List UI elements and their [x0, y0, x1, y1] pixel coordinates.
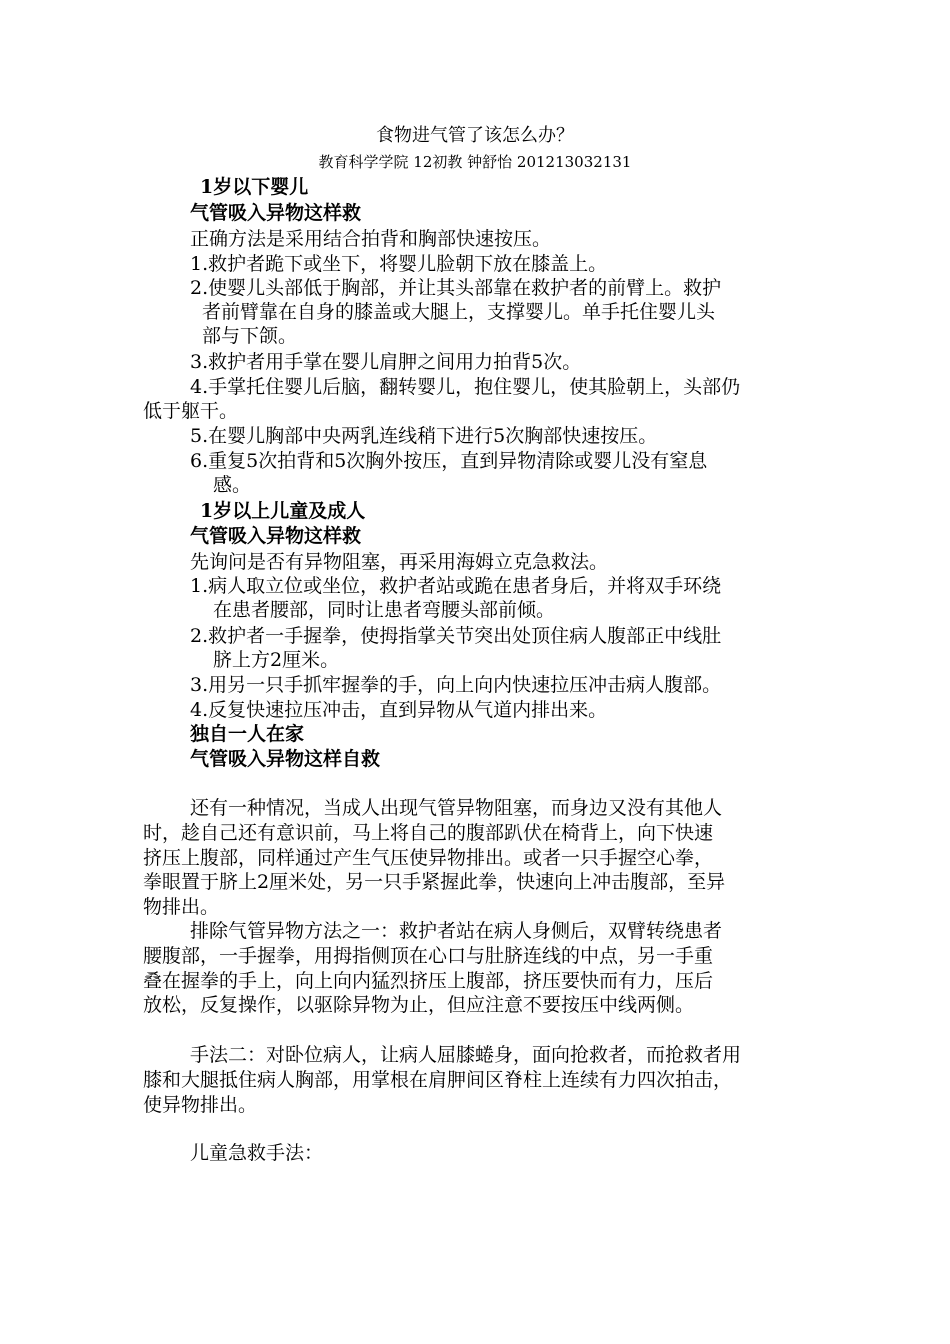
- document-title: 食物进气管了该怎么办？: [376, 125, 574, 146]
- infant-step-2-cont: 者前臂靠在自身的膝盖或大腿上，支撑婴儿。单手托住婴儿头: [202, 301, 716, 323]
- paragraph-self-rescue-line: 挤压上腹部，同样通过产生气压使异物排出。或者一只手握空心拳，: [143, 847, 714, 869]
- adult-step-1-cont: 在患者腰部，同时让患者弯腰头部前倾。: [213, 599, 556, 621]
- infant-intro: 正确方法是采用结合拍背和胸部快速按压。: [190, 228, 552, 250]
- infant-step-4: 4.手掌托住婴儿后脑，翻转婴儿，抱住婴儿，使其脸朝上，头部仍: [190, 376, 741, 398]
- paragraph-method-one: 排除气管异物方法之一：救护者站在病人身侧后，双臂转绕患者: [190, 920, 723, 942]
- paragraph-method-one-line: 腰腹部，一手握拳，用拇指侧顶在心口与肚脐连线的中点，另一手重: [143, 945, 714, 967]
- infant-step-3: 3.救护者用手掌在婴儿肩胛之间用力拍背5次。: [190, 351, 582, 373]
- adult-step-2: 2.救护者一手握拳，使拇指掌关节突出处顶住病人腹部正中线肚: [190, 625, 722, 647]
- infant-step-6-cont: 感。: [213, 474, 252, 496]
- section-subheading-infant: 气管吸入异物这样救: [190, 202, 362, 224]
- paragraph-self-rescue-line: 时，趁自己还有意识前，马上将自己的腹部趴伏在椅背上，向下快速: [143, 822, 714, 844]
- infant-step-6: 6.重复5次拍背和5次胸外按压，直到异物清除或婴儿没有窒息: [190, 450, 708, 472]
- infant-step-5: 5.在婴儿胸部中央两乳连线稍下进行5次胸部快速按压。: [190, 425, 658, 447]
- paragraph-method-one-line: 放松，反复操作，以驱除异物为止，但应注意不要按压中线两侧。: [143, 994, 695, 1016]
- section-heading-alone: 独自一人在家: [190, 723, 305, 745]
- paragraph-self-rescue: 还有一种情况，当成人出现气管异物阻塞，而身边又没有其他人: [190, 797, 723, 819]
- adult-step-2-cont: 脐上方2厘米。: [213, 649, 340, 671]
- infant-step-2: 2.使婴儿头部低于胸部，并让其头部靠在救护者的前臂上。救护: [190, 277, 722, 299]
- paragraph-method-one-line: 叠在握拳的手上，向上向内猛烈挤压上腹部，挤压要快而有力，压后: [143, 970, 714, 992]
- infant-step-2-cont: 部与下颌。: [202, 325, 298, 347]
- paragraph-self-rescue-line: 拳眼置于脐上2厘米处，另一只手紧握此拳，快速向上冲击腹部，至异: [143, 871, 726, 893]
- adult-step-3: 3.用另一只手抓牢握拳的手，向上向内快速拉压冲击病人腹部。: [190, 674, 722, 696]
- section-subheading-alone: 气管吸入异物这样自救: [190, 748, 381, 770]
- paragraph-self-rescue-line: 物排出。: [143, 896, 220, 918]
- section-heading-adult: 1岁以上儿童及成人: [200, 500, 366, 522]
- paragraph-method-two: 手法二：对卧位病人，让病人屈膝蜷身，面向抢救者，而抢救者用: [190, 1044, 742, 1066]
- paragraph-method-two-line: 使异物排出。: [143, 1094, 258, 1116]
- adult-step-1: 1.病人取立位或坐位，救护者站或跪在患者身后，并将双手环绕: [190, 575, 722, 597]
- adult-intro: 先询问是否有异物阻塞，再采用海姆立克急救法。: [190, 551, 609, 573]
- adult-step-4: 4.反复快速拉压冲击，直到异物从气道内排出来。: [190, 699, 608, 721]
- document-author-line: 教育科学学院 12初教 钟舒怡 201213032131: [318, 153, 632, 171]
- paragraph-method-two-line: 膝和大腿抵住病人胸部，用掌根在肩胛间区脊柱上连续有力四次拍击，: [143, 1069, 733, 1091]
- section-subheading-adult: 气管吸入异物这样救: [190, 525, 362, 547]
- infant-step-4-cont: 低于躯干。: [143, 400, 239, 422]
- paragraph-child-method: 儿童急救手法：: [190, 1142, 324, 1164]
- infant-step-1: 1.救护者跪下或坐下，将婴儿脸朝下放在膝盖上。: [190, 253, 608, 275]
- section-heading-infant: 1岁以下婴儿: [200, 176, 309, 198]
